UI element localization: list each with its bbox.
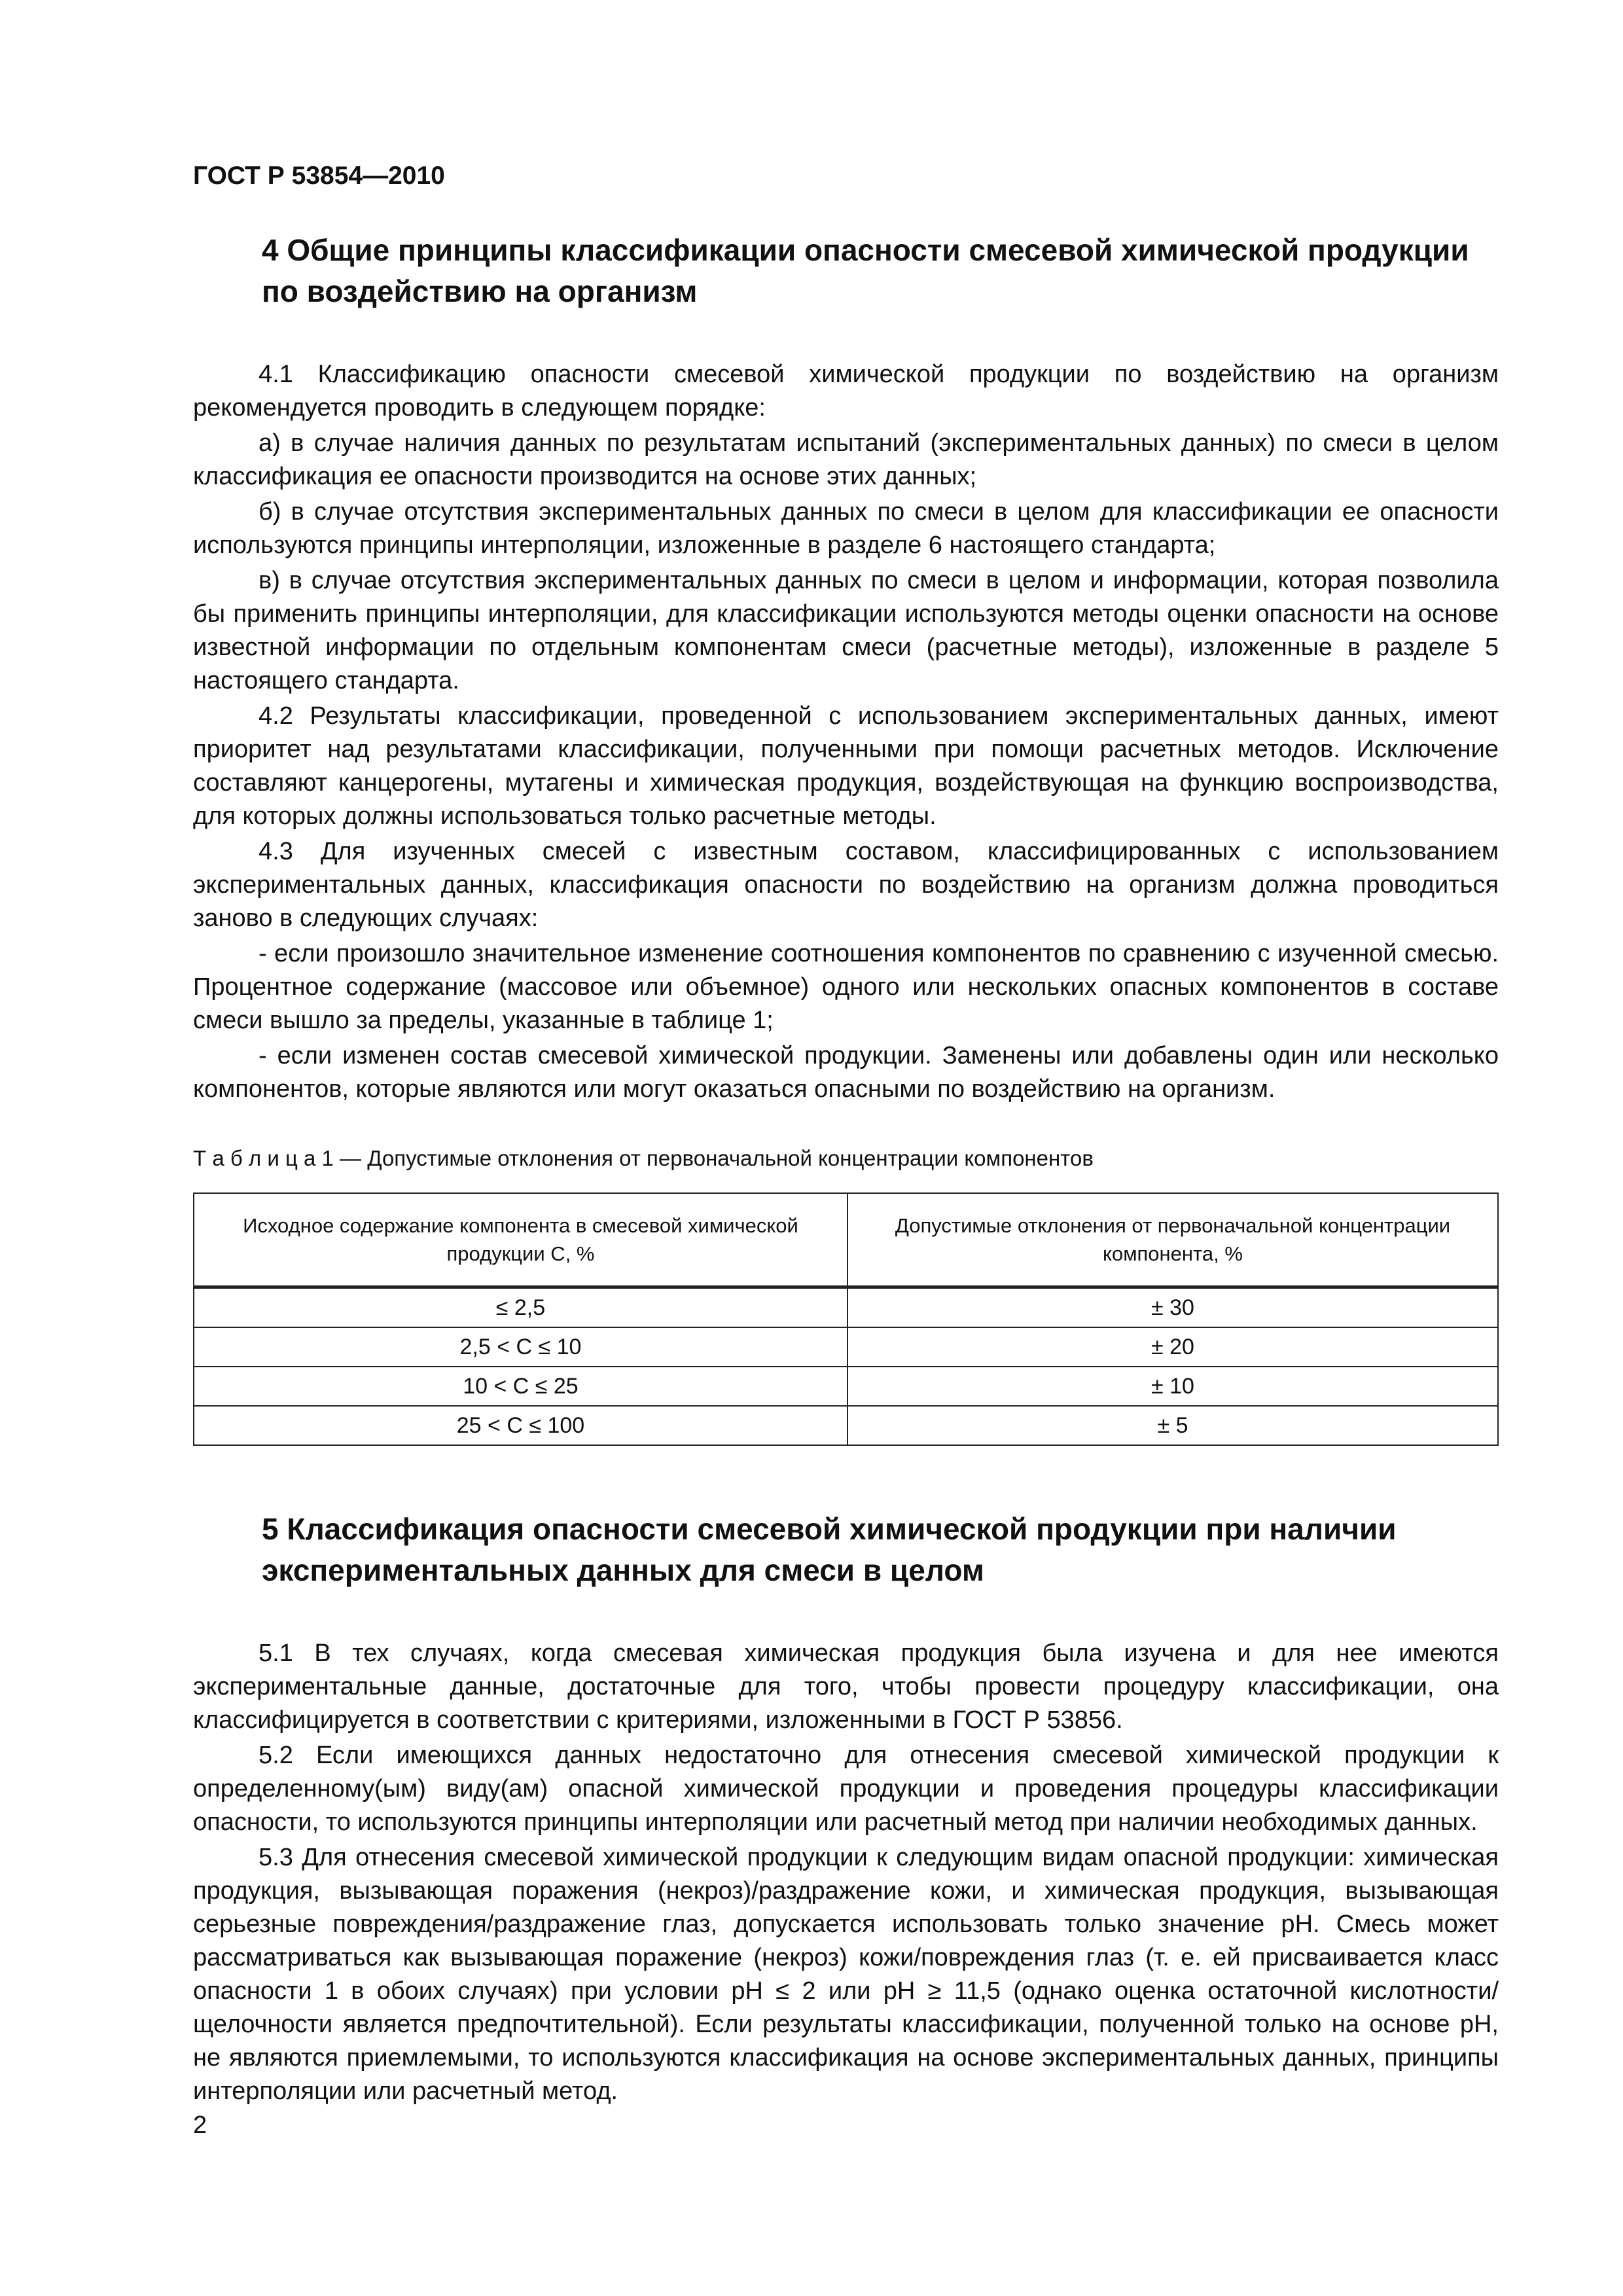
table-header-initial-content: Исходное содержание компонента в смесевой химической продукции С, % (194, 1193, 847, 1287)
table-1-caption: Т а б л и ц а 1 — Допустимые отклонения от первоначальной концентрации компонентов (193, 1146, 1094, 1170)
section-5-title: 5 Классификация опасности смесевой химической продукции при наличии экспериментальных данных для смеси в целом (262, 1512, 1397, 1587)
paragraph-4-1-a: а) в случае наличия данных по результатам испытаний (экспериментальных данных) по смеси в целом классификация ее опасности производится на основе этих данных; (193, 429, 1499, 490)
paragraph-5-2: 5.2 Если имеющихся данных недостаточно для отнесения смесевой химической продукции к определенному(ым) виду(ам) опасной химической продукции и проведения процедуры классификации опасности, то используются принципы интерполяции или расчетный метод при наличии необходимых данных. (193, 1742, 1499, 1836)
document-code: ГОСТ Р 53854—2010 (193, 162, 445, 190)
paragraph-5-3: 5.3 Для отнесения смесевой химической продукции к следующим видам опасной продукции: химическая продукция, вызывающая поражения (некроз)/раздражение кожи, и химическая продукция, вызывающая серьезные повреждения/раздражение глаз, допускается использовать только значение рН. Смесь может рассматриваться как вызывающая поражение (некроз) кожи/повреждения глаз (т. е. ей присваивается класс опасности 1 в обоих случаях) при условии рН ≤ 2 или рН ≥ 11,5 (однако оценка остаточной кислотности/щелочности является предпочтительной). Если результаты классификации, полученной только на основе рН, не являются приемлемыми, то используются классификация на основе экспериментальных данных, принципы интерполяции или расчетный метод. (193, 1844, 1499, 2105)
table-row (194, 1367, 1498, 1406)
paragraph-5-1: 5.1 В тех случаях, когда смесевая химическая продукция была изучена и для нее имеются экспериментальные данные, достаточные для того, чтобы провести процедуру классификации, она классифицируется в соответствии с критериями, изложенными в ГОСТ Р 53856. (193, 1640, 1499, 1734)
paragraph-4-3: 4.3 Для изученных смесей с известным составом, классифицированных с использованием экспериментальных данных, классификация опасности по воздействию на организм должна проводиться заново в следующих случаях: (193, 838, 1499, 932)
table-row (194, 1406, 1498, 1445)
table-cell-deviation: ± 30 (847, 1287, 1498, 1328)
table-cell-deviation: ± 20 (847, 1327, 1498, 1367)
table-1 (193, 1193, 1499, 1446)
table-cell-content: 10 < С ≤ 25 (194, 1367, 847, 1406)
table-cell-deviation: ± 10 (847, 1367, 1498, 1406)
table-row (194, 1327, 1498, 1367)
paragraph-4-1-v: в) в случае отсутствия экспериментальных данных по смеси в целом и информации, которая позволила бы применить принципы интерполяции, для классификации используются методы оценки опасности на основе известной информации по отдельным компонентам смеси (расчетные методы), изложенные в разделе 5 настоящего стандарта. (193, 567, 1499, 694)
table-header-row (194, 1193, 1498, 1287)
table-header-allowed-deviation: Допустимые отклонения от первоначальной концентрации компонента, % (847, 1193, 1498, 1287)
table-cell-content: 2,5 < С ≤ 10 (194, 1327, 847, 1367)
document-page (193, 160, 1499, 2110)
table-cell-content: ≤ 2,5 (194, 1287, 847, 1328)
table-cell-content: 25 < С ≤ 100 (194, 1406, 847, 1445)
page-number: 2 (193, 2111, 207, 2139)
table-row (194, 1287, 1498, 1328)
paragraph-4-2: 4.2 Результаты классификации, проведенной с использованием экспериментальных данных, имеют приоритет над результатами классификации, полученными при помощи расчетных методов. Исключение составляют канцерогены, мутагены и химическая продукция, воздействующая на функцию воспроизводства, для которых должны использоваться только расчетные методы. (193, 702, 1499, 830)
list-item-4-3-1: - если произошло значительное изменение соотношения компонентов по сравнению с изученной смесью. Процентное содержание (массовое или объемное) одного или нескольких опасных компонентов в составе смеси вышло за пределы, указанные в таблице 1; (193, 940, 1499, 1034)
paragraph-4-1-b: б) в случае отсутствия экспериментальных данных по смеси в целом для классификации ее опасности используются принципы интерполяции, изложенные в разделе 6 настоящего стандарта; (193, 498, 1499, 559)
section-4-title: 4 Общие принципы классификации опасности смесевой химической продукции по воздействию на организм (262, 233, 1469, 308)
paragraph-4-1: 4.1 Классификацию опасности смесевой химической продукции по воздействию на организм рекомендуется проводить в следующем порядке: (193, 361, 1499, 422)
table-cell-deviation: ± 5 (847, 1406, 1498, 1445)
list-item-4-3-2: - если изменен состав смесевой химической продукции. Заменены или добавлены один или несколько компонентов, которые являются или могут оказаться опасными по воздействию на организм. (193, 1042, 1499, 1103)
